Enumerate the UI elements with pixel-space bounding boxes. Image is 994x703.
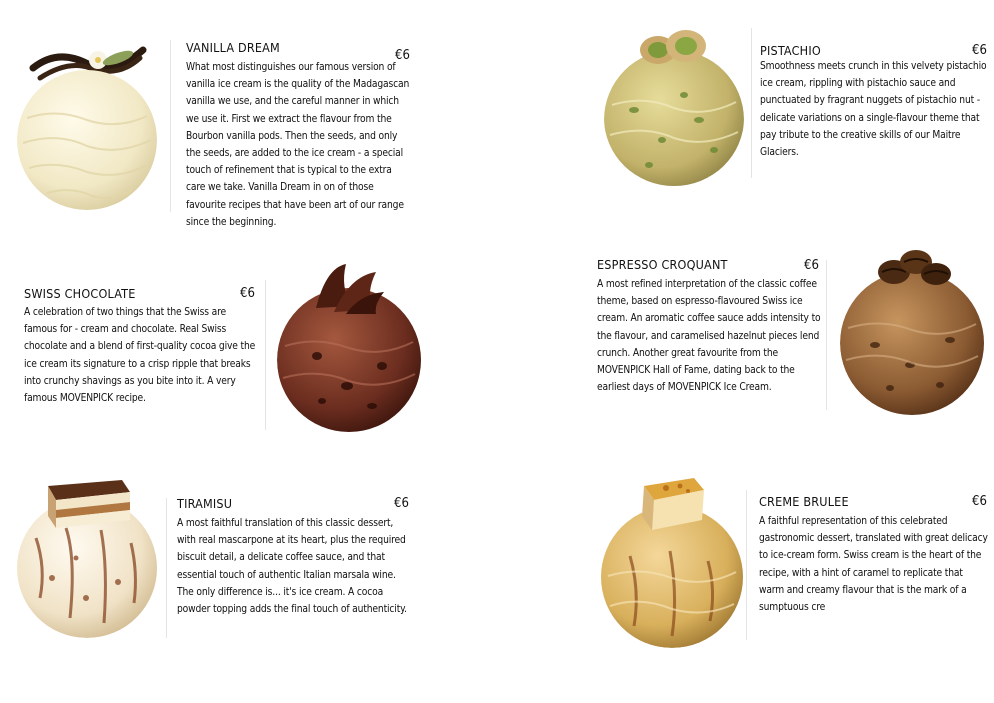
vanilla-scoop-image	[17, 68, 157, 212]
menu-item-creme-brulee	[580, 460, 994, 660]
tiramisu-title: TIRAMISU	[177, 496, 233, 511]
menu-item-swiss-chocolate	[0, 250, 440, 450]
creme-brulee-title: CREME BRULEE	[759, 494, 849, 509]
swiss-chocolate-description: A celebration of two things that the Swiss are famous for - cream and chocolate. Real Swiss chocolate and a blend of first-quality cocoa give the ice cream its signature to a crisp ripple that breaks into crunchy shavings as you bite into it. A very famous MOVENPICK recipe.	[24, 307, 256, 405]
swiss-chocolate-divider	[265, 280, 266, 430]
vanilla-title: VANILLA DREAM	[186, 40, 280, 55]
pistachio-scoop-image	[604, 50, 744, 186]
vanilla-description: What most distinguishes our famous version of vanilla ice cream is the quality of the Madagascan vanilla we use, and the careful manner in which we use it. First we extract the flavour from the Bourbon vanilla pods. Then the seeds, and only the seeds, are added to the ice cream - a special touch of refinement that is typical to the extra care we take. Vanilla Dream in on of those favourite recipes that have been art of our range since the beginning.	[186, 62, 410, 228]
pistachio-description: Smoothness meets crunch in this velvety pistachio ice cream, rippling with pistachio sauce and punctuated by fragrant nuggets of pistachio nut - delicate variations on a single-flavour theme that pay tribute to the creative skills of our Maitre Glaciers.	[760, 61, 987, 159]
pistachio-divider	[751, 28, 752, 178]
espresso-scoop-image	[840, 270, 985, 416]
menu-item-espresso-croquant	[580, 230, 994, 440]
caramel-cube-garnish	[636, 474, 708, 534]
pistachio-title: PISTACHIO	[760, 43, 821, 58]
menu-item-pistachio	[580, 0, 994, 230]
espresso-croquant-price: €6	[804, 258, 819, 273]
espresso-croquant-divider	[826, 260, 827, 410]
menu-item-vanilla	[0, 0, 420, 230]
espresso-croquant-title: ESPRESSO CROQUANT	[597, 257, 728, 272]
vanilla-price: €6	[395, 48, 410, 63]
tiramisu-price: €6	[394, 496, 409, 511]
vanilla-divider	[170, 40, 171, 212]
creme-brulee-divider	[746, 490, 747, 640]
coffee-beans-garnish	[872, 244, 956, 290]
tiramisu-divider	[166, 498, 167, 638]
chocolate-shavings-garnish	[306, 258, 388, 316]
pistachio-nut-garnish	[636, 24, 712, 70]
tiramisu-cake-garnish	[42, 472, 134, 530]
tiramisu-description: A most faithful translation of this classic dessert, with real mascarpone at its heart, plus the required biscuit detail, a delicate coffee sauce, and that essential touch of authentic Italian marsala wine. The only difference is... it's ice cream. A cocoa powder topping adds the final touch of authenticity.	[177, 518, 407, 616]
espresso-croquant-description: A most refined interpretation of the classic coffee theme, based on espresso-flavoured Swiss ice cream. An aromatic coffee sauce adds intensity to the flavour, and caramelised hazelnut pieces lend crunch. Another great favourite from the MOVENPICK Hall of Fame, dating back to the earliest days of MOVENPICK Ice Cream.	[597, 279, 821, 394]
creme-brulee-price: €6	[972, 494, 987, 509]
swiss-chocolate-title: SWISS CHOCOLATE	[24, 286, 136, 301]
creme-brulee-description: A faithful representation of this celebrated gastronomic dessert, translated with great delicacy to ice-cream form. Swiss cream is the heart of the recipe, with a hint of caramel to replicate that warm and creamy flavour that is the mark of a sumptuous cre	[759, 516, 988, 614]
swiss-chocolate-price: €6	[240, 286, 255, 301]
pistachio-price: €6	[972, 43, 987, 58]
menu-item-tiramisu	[0, 460, 420, 660]
